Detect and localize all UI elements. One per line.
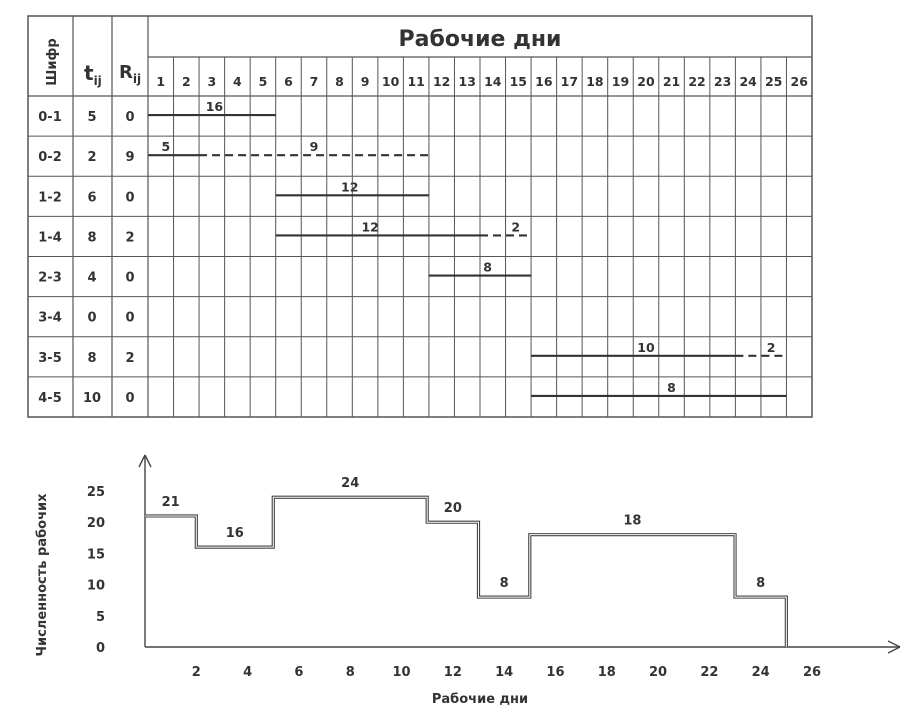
row-duration: 10 xyxy=(82,390,102,406)
row-code: 4-5 xyxy=(38,390,62,406)
row-code: 1-2 xyxy=(38,190,62,206)
segment-value-label: 24 xyxy=(341,476,360,492)
row-reserve: 9 xyxy=(125,150,135,166)
x-tick-label: 8 xyxy=(345,665,355,680)
bar-workers-label: 10 xyxy=(637,339,655,355)
bar-workers-label: 12 xyxy=(341,179,359,195)
col-code-header: Шифр xyxy=(45,38,60,86)
row-code: 3-5 xyxy=(38,350,62,366)
col-t-header xyxy=(84,61,102,88)
day-label: 9 xyxy=(360,74,370,89)
row-code: 0-2 xyxy=(38,150,62,166)
y-tick-label: 15 xyxy=(86,547,105,563)
header-title: Рабочие дни xyxy=(398,27,562,52)
x-tick-label: 12 xyxy=(443,665,462,680)
row-duration: 2 xyxy=(87,150,97,166)
day-label: 7 xyxy=(309,74,319,89)
segment-value-label: 21 xyxy=(161,494,180,510)
bar-reserve-label: 2 xyxy=(766,339,776,355)
day-label: 11 xyxy=(407,74,425,89)
row-duration: 4 xyxy=(87,270,97,286)
col-t-subscript: ij xyxy=(93,74,102,88)
row-duration: 6 xyxy=(87,190,97,206)
y-tick-label: 25 xyxy=(86,485,105,500)
row-code: 2-3 xyxy=(38,270,62,286)
segment-value-label: 18 xyxy=(623,513,642,529)
day-label: 24 xyxy=(739,74,757,89)
bar-reserve-label: 9 xyxy=(309,139,319,155)
x-tick-label: 14 xyxy=(495,665,514,680)
segment-value-label: 8 xyxy=(756,576,766,592)
day-label: 19 xyxy=(611,74,630,89)
row-duration: 8 xyxy=(87,350,97,366)
day-label: 10 xyxy=(381,74,400,89)
x-tick-label: 2 xyxy=(191,665,201,680)
row-reserve: 0 xyxy=(125,110,135,126)
row-reserve: 2 xyxy=(125,350,135,366)
segment-value-label: 8 xyxy=(499,576,509,592)
row-reserve: 0 xyxy=(125,190,135,206)
day-label: 18 xyxy=(586,74,604,89)
day-label: 20 xyxy=(637,74,655,89)
day-label: 26 xyxy=(790,74,808,89)
day-label: 14 xyxy=(484,74,502,89)
y-tick-label: 10 xyxy=(86,578,105,594)
col-r-header xyxy=(119,62,141,86)
day-label: 5 xyxy=(258,74,268,89)
x-tick-label: 18 xyxy=(597,665,616,680)
row-reserve: 2 xyxy=(125,230,135,246)
x-tick-label: 26 xyxy=(802,665,822,680)
x-tick-label: 10 xyxy=(392,665,411,680)
day-label: 21 xyxy=(662,74,681,89)
day-label: 13 xyxy=(458,74,476,89)
day-label: 6 xyxy=(284,74,293,89)
bar-reserve-label: 2 xyxy=(511,219,521,235)
day-label: 22 xyxy=(688,74,706,89)
row-reserve: 0 xyxy=(125,390,135,406)
bar-workers-label: 12 xyxy=(361,219,379,235)
row-duration: 0 xyxy=(87,310,97,326)
segment-value-label: 16 xyxy=(225,526,244,542)
day-label: 4 xyxy=(233,74,242,89)
x-tick-label: 6 xyxy=(294,665,304,680)
day-label: 8 xyxy=(335,74,344,89)
bar-workers-label: 5 xyxy=(161,139,171,155)
day-label: 2 xyxy=(181,74,191,89)
day-label: 1 xyxy=(156,74,166,89)
y-axis-title: Численность рабочих xyxy=(35,493,50,657)
x-tick-label: 22 xyxy=(700,665,719,680)
col-r-letter: R xyxy=(119,62,133,83)
bar-workers-label: 8 xyxy=(483,259,493,275)
row-reserve: 0 xyxy=(125,270,135,286)
y-tick-label: 5 xyxy=(95,609,105,625)
col-t-letter: t xyxy=(84,61,94,85)
row-duration: 5 xyxy=(87,110,97,126)
schedule-table xyxy=(28,16,812,417)
x-axis-title: Рабочие дни xyxy=(431,692,529,707)
x-tick-label: 24 xyxy=(751,665,770,680)
row-duration: 8 xyxy=(87,230,97,246)
x-tick-label: 4 xyxy=(243,665,253,680)
day-label: 25 xyxy=(764,74,783,89)
row-reserve: 0 xyxy=(125,310,135,326)
x-tick-label: 20 xyxy=(649,665,668,680)
bar-workers-label: 16 xyxy=(205,99,224,115)
day-label: 23 xyxy=(713,74,732,89)
day-label: 3 xyxy=(207,74,217,89)
day-label: 15 xyxy=(509,74,528,89)
segment-value-label: 20 xyxy=(443,501,462,517)
row-code: 1-4 xyxy=(38,230,62,246)
workforce-step-line xyxy=(145,494,786,647)
x-tick-label: 16 xyxy=(546,665,565,680)
day-label: 17 xyxy=(560,74,579,89)
y-tick-label: 0 xyxy=(95,641,105,656)
col-r-subscript: ij xyxy=(132,72,142,86)
workforce-step-line-inner xyxy=(145,494,786,647)
day-label: 12 xyxy=(432,74,451,89)
bar-workers-label: 8 xyxy=(667,379,676,395)
day-label: 16 xyxy=(535,74,553,89)
row-code: 0-1 xyxy=(38,110,62,126)
row-code: 3-4 xyxy=(38,310,62,326)
y-tick-label: 20 xyxy=(86,516,105,532)
workforce-chart xyxy=(35,455,900,707)
